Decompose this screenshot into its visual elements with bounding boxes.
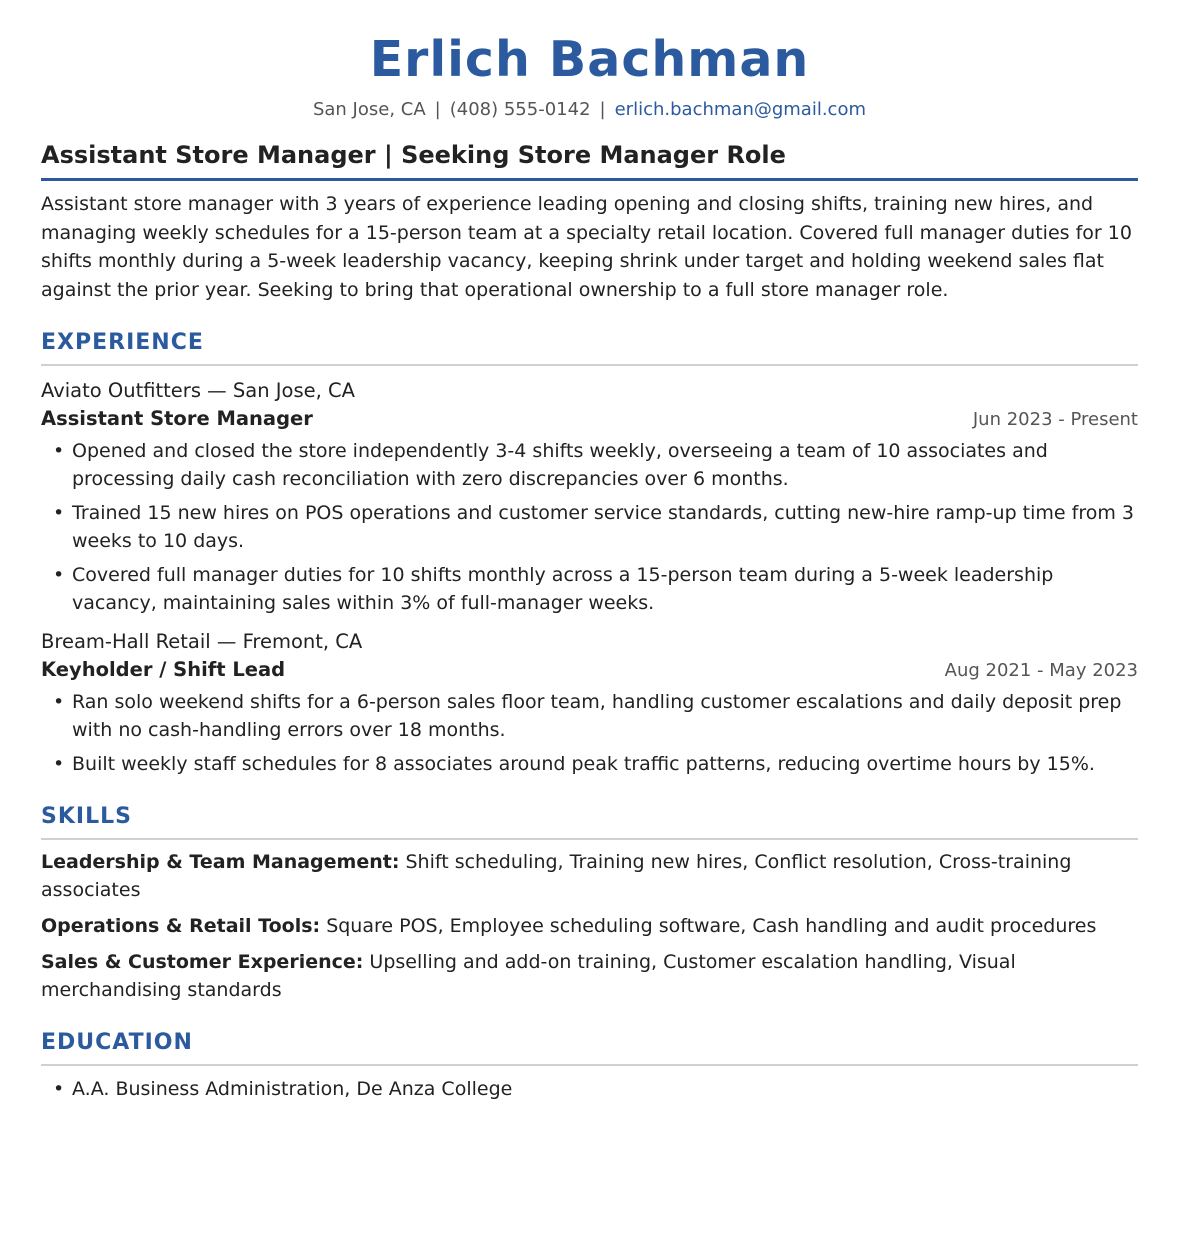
bullet-glyph: • [53, 1078, 65, 1101]
contact-line [41, 98, 1138, 122]
job-title: Keyholder / Shift Lead [41, 658, 286, 682]
bullet-text: Opened and closed the store independently 3-4 shifts weekly, overseeing a team of 10 associates and processing daily cash reconciliation with zero discrepancies over 6 months. [72, 440, 1048, 491]
bullet-text: Built weekly staff schedules for 8 associates around peak traffic patterns, reducing overtime hours by 15%. [72, 753, 1095, 776]
skill-group-items: Upselling and add-on training, Customer escalation handling, Visual merchandising standards [41, 951, 1016, 1002]
headline: Assistant Store Manager | Seeking Store Manager Role [41, 139, 1138, 181]
section-title-education: EDUCATION [41, 1028, 1138, 1066]
list-item [41, 1075, 1138, 1103]
job-company: Aviato Outfitters — San Jose, CA [41, 379, 355, 403]
bullet-glyph: • [53, 440, 65, 463]
job-title-row [41, 656, 1138, 685]
skill-group-items: Square POS, Employee scheduling software, Cash handling and audit procedures [326, 915, 1097, 938]
email-link[interactable]: erlich.bachman@gmail.com [614, 99, 867, 120]
skill-group-label: Sales & Customer Experience: [41, 951, 364, 974]
list-item [41, 437, 1138, 493]
location: San Jose, CA [312, 99, 426, 120]
contact-separator: | [434, 99, 441, 120]
bullet-glyph: • [53, 502, 65, 525]
bullet-glyph: • [53, 753, 65, 776]
list-item [41, 561, 1138, 617]
bullet-glyph: • [53, 691, 65, 714]
skill-group [41, 912, 1138, 940]
job-title-row [41, 405, 1138, 434]
list-item [41, 688, 1138, 744]
skill-group [41, 948, 1138, 1004]
education-item: A.A. Business Administration, De Anza College [72, 1078, 513, 1101]
section-title-skills: SKILLS [41, 802, 1138, 840]
skill-group-label: Operations & Retail Tools: [41, 915, 321, 938]
job-dates: Aug 2021 - May 2023 [944, 660, 1138, 682]
skill-group [41, 848, 1138, 904]
phone: (408) 555-0142 [449, 99, 591, 120]
summary: Assistant store manager with 3 years of experience leading opening and closing shifts, training new hires, and managing weekly schedules for a 15-person team at a specialty retail location. Covered full manager duties for 10 shifts monthly during a 5-week leadership vacancy, keeping shrink under target and holding weekend sales flat against the prior year. Seeking to bring that operational ownership to a full store manager role. [41, 193, 1132, 301]
resume-page [41, 0, 1138, 1103]
list-item [41, 499, 1138, 555]
skill-group-items: Shift scheduling, Training new hires, Conflict resolution, Cross-training associates [41, 851, 1072, 902]
job-entry [41, 377, 1138, 617]
job-company: Bream-Hall Retail — Fremont, CA [41, 630, 363, 654]
list-item [41, 750, 1138, 778]
bullet-glyph: • [53, 564, 65, 587]
candidate-name: Erlich Bachman [369, 31, 810, 88]
bullet-text: Covered full manager duties for 10 shifts monthly across a 15-person team during a 5-week leadership vacancy, maintaining sales within 3% of full-manager weeks. [72, 564, 1054, 615]
job-dates: Jun 2023 - Present [972, 409, 1138, 431]
job-bullets [41, 437, 1138, 617]
contact-separator: | [599, 99, 606, 120]
education-list [41, 1075, 1138, 1103]
bullet-text: Trained 15 new hires on POS operations and customer service standards, cutting new-hire ramp-up time from 3 weeks to 10 days. [72, 502, 1134, 553]
job-entry [41, 628, 1138, 778]
job-title: Assistant Store Manager [41, 407, 313, 431]
skill-group-label: Leadership & Team Management: [41, 851, 400, 874]
bullet-text: Ran solo weekend shifts for a 6-person sales floor team, handling customer escalations and daily deposit prep with no cash-handling errors over 18 months. [72, 691, 1122, 742]
section-title-experience: EXPERIENCE [41, 328, 1138, 366]
job-bullets [41, 688, 1138, 778]
